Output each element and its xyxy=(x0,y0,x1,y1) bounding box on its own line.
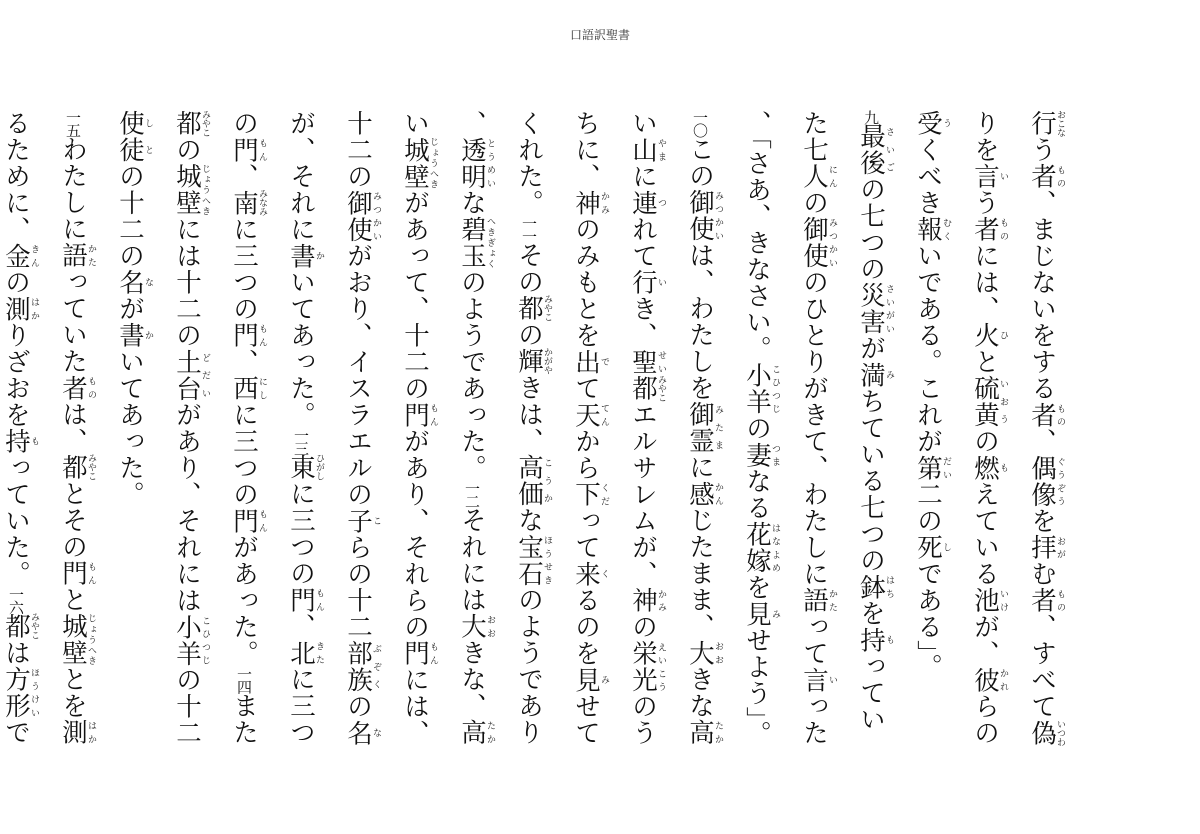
vertical-text-page xyxy=(1,110,1070,750)
bible-passage-text: 行おこなう者もの、まじないをする者もの、偶像ぐうぞうを拝おがむ者もの、すべて偽いつわりを言いう者ものには、火ひと硫黄いおうの燃もえている池いけが、彼かれらの受うくべき報むくいである。これが第だい二の死しである」。 九最後さいごの七つの災害さいがいが満みちている七つの鉢はちを持もっていた七人にんの御使みつかいのひとりがきて、わたしに語かたって言いった、「さあ、きなさい。小羊こひつじの妻つまなる花嫁はなよめを見みせよう」。一〇この御使みつかいは、わたしを御霊みたまに感かんじたまま、大おおきな高たかい山やまに連つれて行いき、聖せい都みやこエルサレムが、神かみの栄光えいこうのうちに、神かみのみもとを出でて天てんから下くだって来くるのを見みせてくれた。一一その都みやこの輝かがやきは、高価こうかな宝石ほうせきのようであり、透明とうめいな碧玉へきぎょくのようであった。一二それには大おおきな、高たかい城壁じょうへきがあって、十二の門もんがあり、それらの門もんには、十二の御使みつかいがおり、イスラエルの子こらの十二部族ぶぞくの名なが、それに書かいてあった。一三東ひがしに三つの門もん、北きたに三つの門もん、南みなみに三つの門もん、西にしに三つの門もんがあった。一四また都みやこの城壁じょうへきには十二の土台どだいがあり、それには小羊こひつじの十二使徒しとの十二の名なが書かいてあった。 一五わたしに語かたっていた者ものは、都みやことその門もんと城壁じょうへきとを測はかるために、金きんの測はかりざおを持もっていた。一六都みやこは方形ほうけいで xyxy=(1,110,1065,747)
page-header-title: 口語訳聖書 xyxy=(569,28,630,42)
